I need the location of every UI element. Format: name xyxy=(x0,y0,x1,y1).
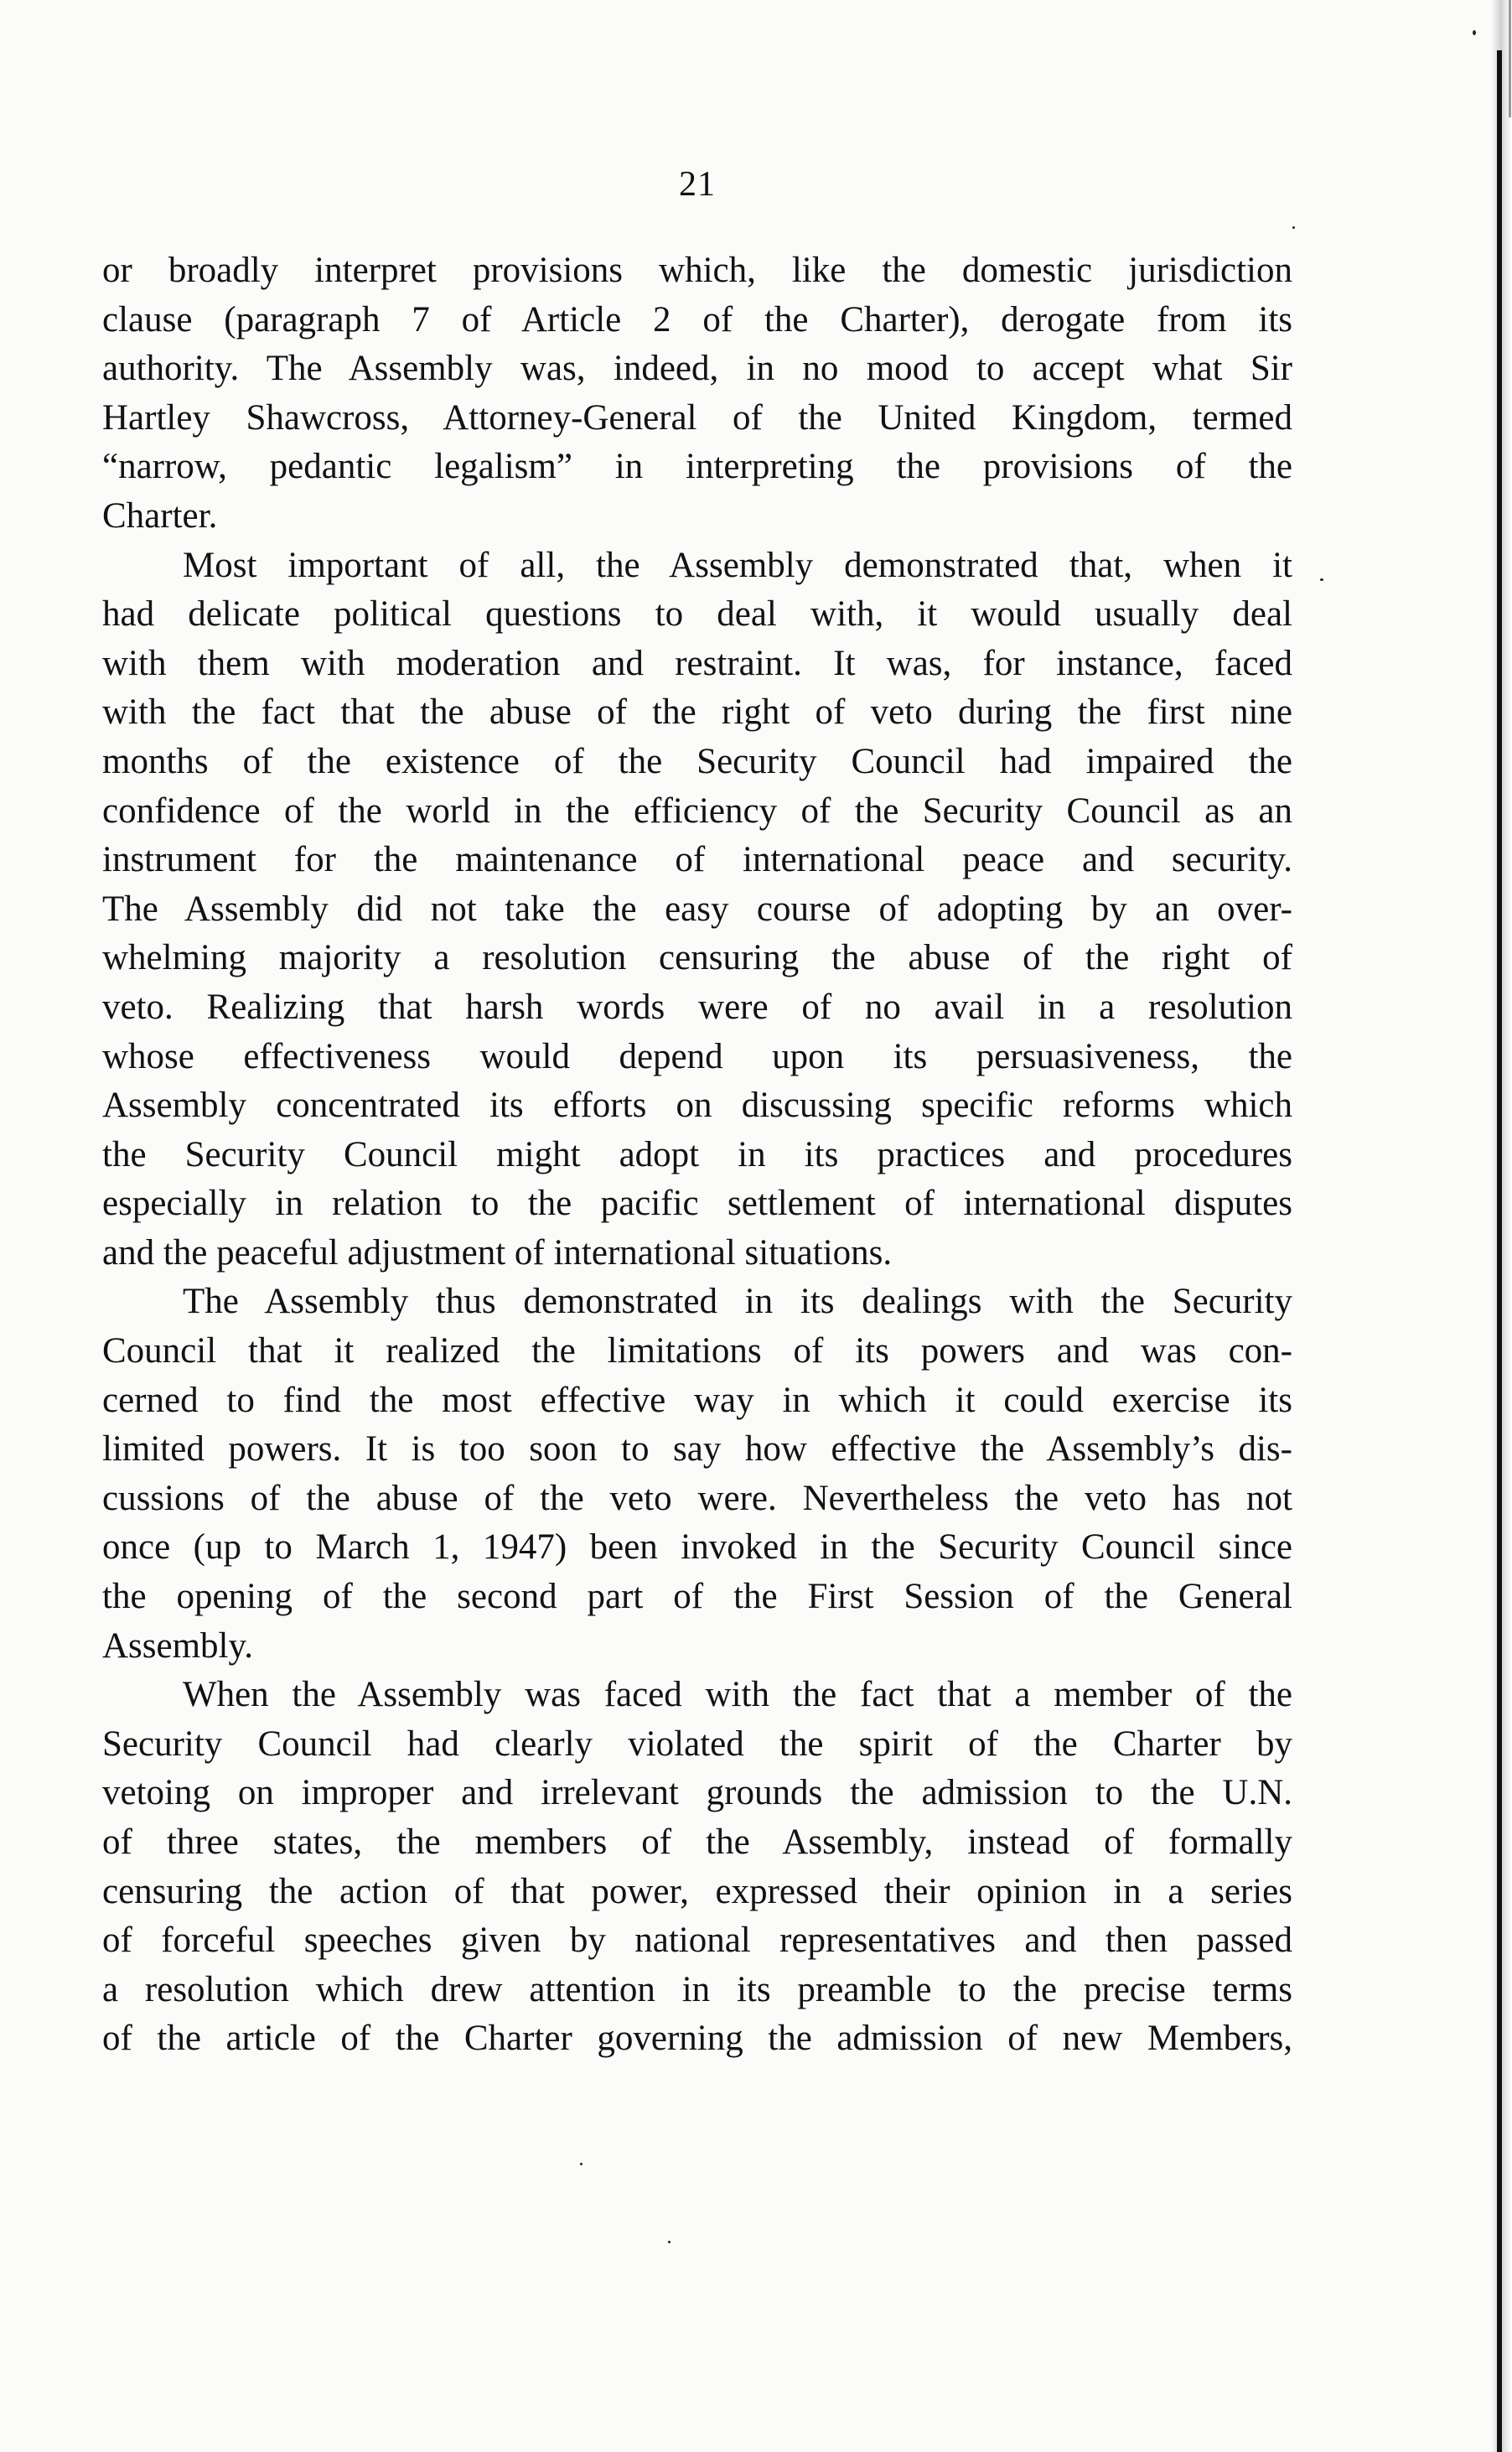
body-text xyxy=(102,246,1292,2064)
text-line: Security Council had clearly violated the spirit of the Charter by xyxy=(102,1724,1292,1764)
text-line: of the article of the Charter governing the admission of new Members, xyxy=(102,2019,1292,2059)
text-line: with the fact that the abuse of the right of veto during the first nine xyxy=(102,692,1292,733)
scan-edge-line xyxy=(1497,50,1502,2452)
text-line: months of the existence of the Security Council had impaired the xyxy=(102,741,1292,781)
scan-edge-mark xyxy=(1509,0,1511,117)
text-line: whelming majority a resolution censuring the abuse of the right of xyxy=(102,938,1292,978)
text-line: The Assembly did not take the easy course of adopting by an over- xyxy=(102,889,1292,929)
scan-speck xyxy=(1320,578,1323,581)
text-line: had delicate political questions to deal with, it would usually deal xyxy=(102,594,1292,635)
paragraph xyxy=(102,1671,1292,2064)
text-line: Council that it realized the limitations of its powers and was con- xyxy=(102,1331,1292,1371)
paragraph xyxy=(102,1278,1292,1671)
text-line: once (up to March 1, 1947) been invoked in the Security Council since xyxy=(102,1527,1292,1568)
text-line: clause (paragraph 7 of Article 2 of the Charter), derogate from its xyxy=(102,299,1292,340)
text-line: Charter. xyxy=(102,495,218,536)
text-line: confidence of the world in the efficiency of the Security Council as an xyxy=(102,791,1292,831)
text-line: of three states, the members of the Assembly, instead of formally xyxy=(102,1822,1292,1862)
page-number: 21 xyxy=(679,165,716,204)
scan-speck xyxy=(580,2163,583,2165)
text-line: censuring the action of that power, expressed their opinion in a series xyxy=(102,1871,1292,1911)
text-line: especially in relation to the pacific settlement of international disputes xyxy=(102,1184,1292,1224)
text-line: the Security Council might adopt in its practices and procedures xyxy=(102,1134,1292,1174)
scan-speck xyxy=(1473,30,1476,35)
text-line: instrument for the maintenance of international peace and security. xyxy=(102,840,1292,880)
text-line: cussions of the abuse of the veto were. Nevertheless the veto has not xyxy=(102,1478,1292,1518)
text-line: The Assembly thus demonstrated in its dealings with the Security xyxy=(183,1282,1292,1322)
scan-edge xyxy=(1492,0,1512,2452)
scan-speck xyxy=(1292,226,1295,229)
text-line: of forceful speeches given by national representatives and then passed xyxy=(102,1921,1292,1961)
text-line: “narrow, pedantic legalism” in interpreting the provisions of the xyxy=(102,447,1292,487)
text-line: Most important of all, the Assembly demonstrated that, when it xyxy=(183,545,1292,585)
text-line: or broadly interpret provisions which, like the domestic jurisdiction xyxy=(102,251,1292,290)
text-line: Assembly. xyxy=(102,1625,253,1666)
text-line: cerned to find the most effective way in which it could exercise its xyxy=(102,1380,1292,1420)
text-line: Assembly concentrated its efforts on discussing specific reforms which xyxy=(102,1086,1292,1126)
text-line: the opening of the second part of the First Session of the General xyxy=(102,1577,1292,1617)
scan-speck xyxy=(668,2241,671,2243)
text-line: When the Assembly was faced with the fact that a member of the xyxy=(183,1675,1292,1715)
text-line: veto. Realizing that harsh words were of no avail in a resolution xyxy=(102,987,1292,1027)
paragraph xyxy=(102,542,1292,1278)
text-line: and the peaceful adjustment of international situations. xyxy=(102,1232,893,1273)
text-line: with them with moderation and restraint. It was, for instance, faced xyxy=(102,643,1292,683)
text-line: a resolution which drew attention in its preamble to the precise terms xyxy=(102,1969,1292,2009)
text-line: vetoing on improper and irrelevant grounds the admission to the U.N. xyxy=(102,1773,1292,1813)
paragraph xyxy=(102,246,1292,542)
text-line: Hartley Shawcross, Attorney-General of the United Kingdom, termed xyxy=(102,397,1292,438)
text-line: authority. The Assembly was, indeed, in no mood to accept what Sir xyxy=(102,349,1292,389)
text-line: limited powers. It is too soon to say how effective the Assembly’s dis- xyxy=(102,1429,1292,1470)
text-line: whose effectiveness would depend upon its persuasiveness, the xyxy=(102,1036,1292,1076)
